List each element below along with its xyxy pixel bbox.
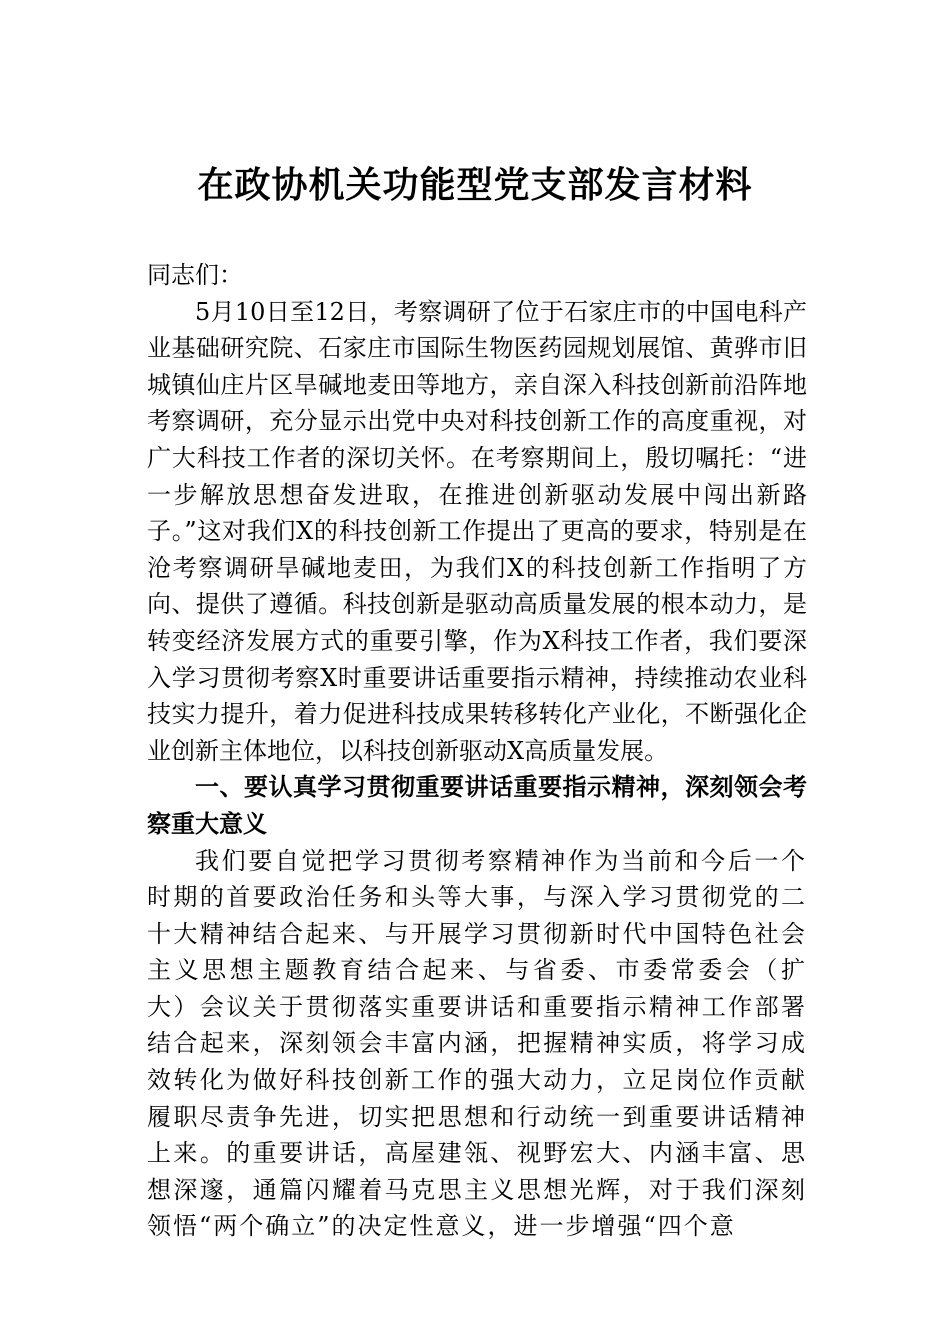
section-heading-1: 一、要认真学习贯彻重要讲话重要指示精神，深刻领会考察重大意义 xyxy=(147,772,807,838)
paragraph-section-1: 我们要自觉把学习贯彻考察精神作为当前和今后一个时期的首要政治任务和头等大事，与深入学习贯彻党的二十大精神结合起来、与开展学习贯彻新时代中国特色社会主义思想主题教育结合起来、与省委、市委常委会（扩大）会议关于贯彻落实重要讲话和重要指示精神工作部署结合起来，深刻领会丰富内涵，把握精神实质，将学习成效转化为做好科技创新工作的强大动力，立足岗位作贡献履职尽责争先进，切实把思想和行动统一到重要讲话精神上来。的重要讲话，高屋建瓴、视野宏大、内涵丰富、思想深邃，通篇闪耀着马克思主义思想光辉，对于我们深刻领悟“两个确立”的决定性意义，进一步增强“四个意 xyxy=(147,846,807,1241)
document-title: 在政协机关功能型党支部发言材料 xyxy=(197,164,753,206)
document-body xyxy=(147,257,807,1245)
paragraph-intro: 5月10日至12日，考察调研了位于石家庄市的中国电科产业基础研究院、石家庄市国际生物医药园规划展馆、黄骅市旧城镇仙庄片区旱碱地麦田等地方，亲自深入科技创新前沿阵地考察调研，充分显示出党中央对科技创新工作的高度重视，对广大科技工作者的深切关怀。在考察期间上，殷切嘱托：“进一步解放思想奋发进取，在推进创新驱动发展中闯出新路子。”这对我们X的科技创新工作提出了更高的要求，特别是在沧考察调研旱碱地麦田，为我们X的科技创新工作指明了方向、提供了遵循。科技创新是驱动高质量发展的根本动力，是转变经济发展方式的重要引擎，作为X科技工作者，我们要深入学习贯彻考察X时重要讲话重要指示精神，持续推动农业科技实力提升，着力促进科技成果转移转化产业化，不断强化企业创新主体地位，以科技创新驱动X高质量发展。 xyxy=(147,297,807,765)
salutation: 同志们： xyxy=(147,261,243,289)
